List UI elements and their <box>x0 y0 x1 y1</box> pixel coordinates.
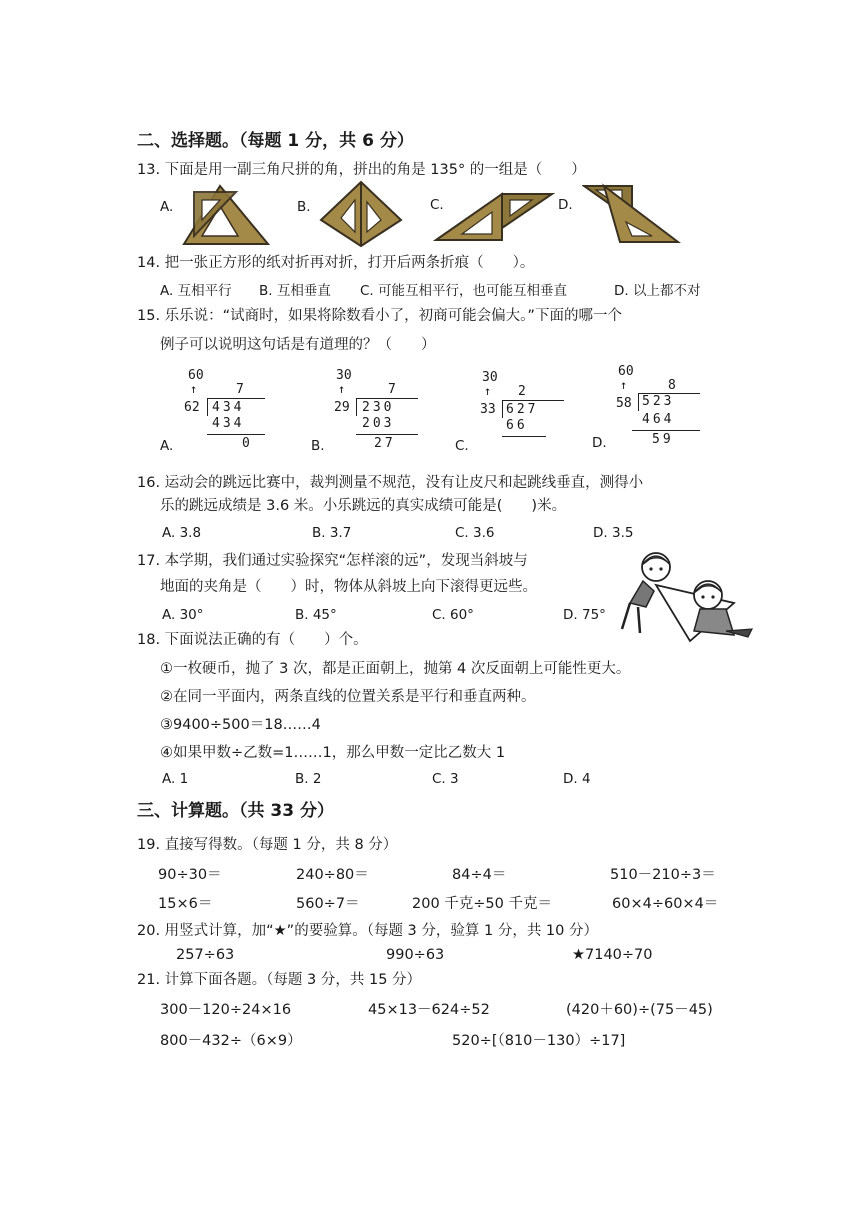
q21-item-3: (420＋60)÷(75－45) <box>566 1002 713 1018</box>
q18-statement-3: ③9400÷500＝18……4 <box>160 717 321 733</box>
q14-option-a: A. 互相平行 <box>160 283 232 299</box>
set-square-image-b <box>315 180 407 250</box>
section-3-title: 三、计算题。（共 33 分） <box>137 801 334 821</box>
q18-statement-1: ①一枚硬币，抛了 3 次，都是正面朝上，抛第 4 次反面朝上可能性更大。 <box>160 661 631 677</box>
q17-option-b: B. 45° <box>295 607 337 623</box>
q18-option-c: C. 3 <box>432 771 459 787</box>
set-square-image-d <box>582 182 682 246</box>
q20-item-2: 990÷63 <box>386 947 445 963</box>
q17-option-a: A. 30° <box>162 607 204 623</box>
question-18: 18. 下面说法正确的有（ ）个。 <box>137 632 368 648</box>
q18-option-b: B. 2 <box>295 771 322 787</box>
q21-item-2: 45×13－624÷52 <box>368 1002 490 1018</box>
q17-option-d: D. 75° <box>563 607 606 623</box>
question-21: 21. 计算下面各题。（每题 3 分，共 15 分） <box>137 972 422 988</box>
q13-label-b: B. <box>297 199 311 215</box>
q13-label-c: C. <box>430 197 444 213</box>
q16-option-b: B. 3.7 <box>312 525 352 541</box>
question-15-line-2: 例子可以说明这句话是有道理的？（ ） <box>160 337 436 353</box>
q18-statement-4: ④如果甲数÷乙数=1……1，那么甲数一定比乙数大 1 <box>160 745 506 761</box>
question-20: 20. 用竖式计算，加“★”的要验算。（每题 3 分，验算 1 分，共 10 分） <box>137 923 598 939</box>
question-13: 13. 下面是用一副三角尺拼的角，拼出的角是 135° 的一组是（ ） <box>137 162 586 178</box>
q18-option-d: D. 4 <box>563 771 591 787</box>
section-2-title: 二、选择题。（每题 1 分，共 6 分） <box>137 131 414 151</box>
q18-option-a: A. 1 <box>162 771 189 787</box>
q14-option-d: D. 以上都不对 <box>614 283 701 299</box>
set-square-image-a <box>180 182 272 250</box>
q19-item-3: 84÷4＝ <box>452 867 507 883</box>
q15-label-c: C. <box>455 438 469 454</box>
question-15-line-1: 15. 乐乐说：“试商时，如果将除数看小了，初商可能会偏大。”下面的哪一个 <box>137 308 622 324</box>
q15-label-a: A. <box>160 438 174 454</box>
q16-option-c: C. 3.6 <box>455 525 495 541</box>
children-with-slope-illustration <box>616 545 758 645</box>
q16-option-d: D. 3.5 <box>593 525 634 541</box>
q18-statement-2: ②在同一平面内，两条直线的位置关系是平行和垂直两种。 <box>160 689 536 705</box>
q19-item-2: 240÷80＝ <box>296 867 369 883</box>
q19-item-6: 560÷7＝ <box>296 896 360 912</box>
q15-division-a: 60 ↑ 7 62 434 434 0 <box>184 368 250 451</box>
question-14: 14. 把一张正方形的纸对折再对折，打开后两条折痕（ ）。 <box>137 255 535 271</box>
q15-division-c: 30 ↑ 2 33 627 66 <box>480 370 539 433</box>
question-17-line-2: 地面的夹角是（ ）时，物体从斜坡上向下滚得更远些。 <box>160 579 537 595</box>
question-16-line-2: 乐的跳远成绩是 3.6 米。小乐跳远的真实成绩可能是( )米。 <box>160 498 567 514</box>
q13-label-d: D. <box>558 197 573 213</box>
set-square-image-c <box>432 188 557 244</box>
q19-item-8: 60×4÷60×4＝ <box>612 896 719 912</box>
q19-item-1: 90÷30＝ <box>158 867 222 883</box>
question-17-line-1: 17. 本学期，我们通过实验探究“怎样滚的远”，发现当斜坡与 <box>137 553 528 569</box>
q19-item-5: 15×6＝ <box>158 896 213 912</box>
q21-item-4: 800－432÷（6×9） <box>160 1033 302 1049</box>
q15-label-b: B. <box>311 438 325 454</box>
q13-label-a: A. <box>160 199 174 215</box>
q19-item-4: 510－210÷3＝ <box>610 867 716 883</box>
q17-option-c: C. 60° <box>432 607 474 623</box>
q21-item-1: 300－120÷24×16 <box>160 1002 292 1018</box>
q20-item-3: ★7140÷70 <box>572 947 653 963</box>
question-19: 19. 直接写得数。（每题 1 分，共 8 分） <box>137 837 398 853</box>
q21-item-5: 520÷[（810－130）÷17] <box>452 1033 626 1049</box>
q16-option-a: A. 3.8 <box>162 525 202 541</box>
q14-option-c: C. 可能互相平行，也可能互相垂直 <box>360 283 568 299</box>
q19-item-7: 200 千克÷50 千克＝ <box>412 896 552 912</box>
q15-label-d: D. <box>592 435 607 451</box>
q15-division-d: 60 ↑ 8 58 523 464 59 <box>616 364 676 447</box>
q20-item-1: 257÷63 <box>176 947 235 963</box>
question-16-line-1: 16. 运动会的跳远比赛中，裁判测量不规范，没有让皮尺和起跳线垂直，测得小 <box>137 475 644 491</box>
q15-division-b: 30 ↑ 7 29 230 203 27 <box>334 368 396 451</box>
q14-option-b: B. 互相垂直 <box>259 283 331 299</box>
